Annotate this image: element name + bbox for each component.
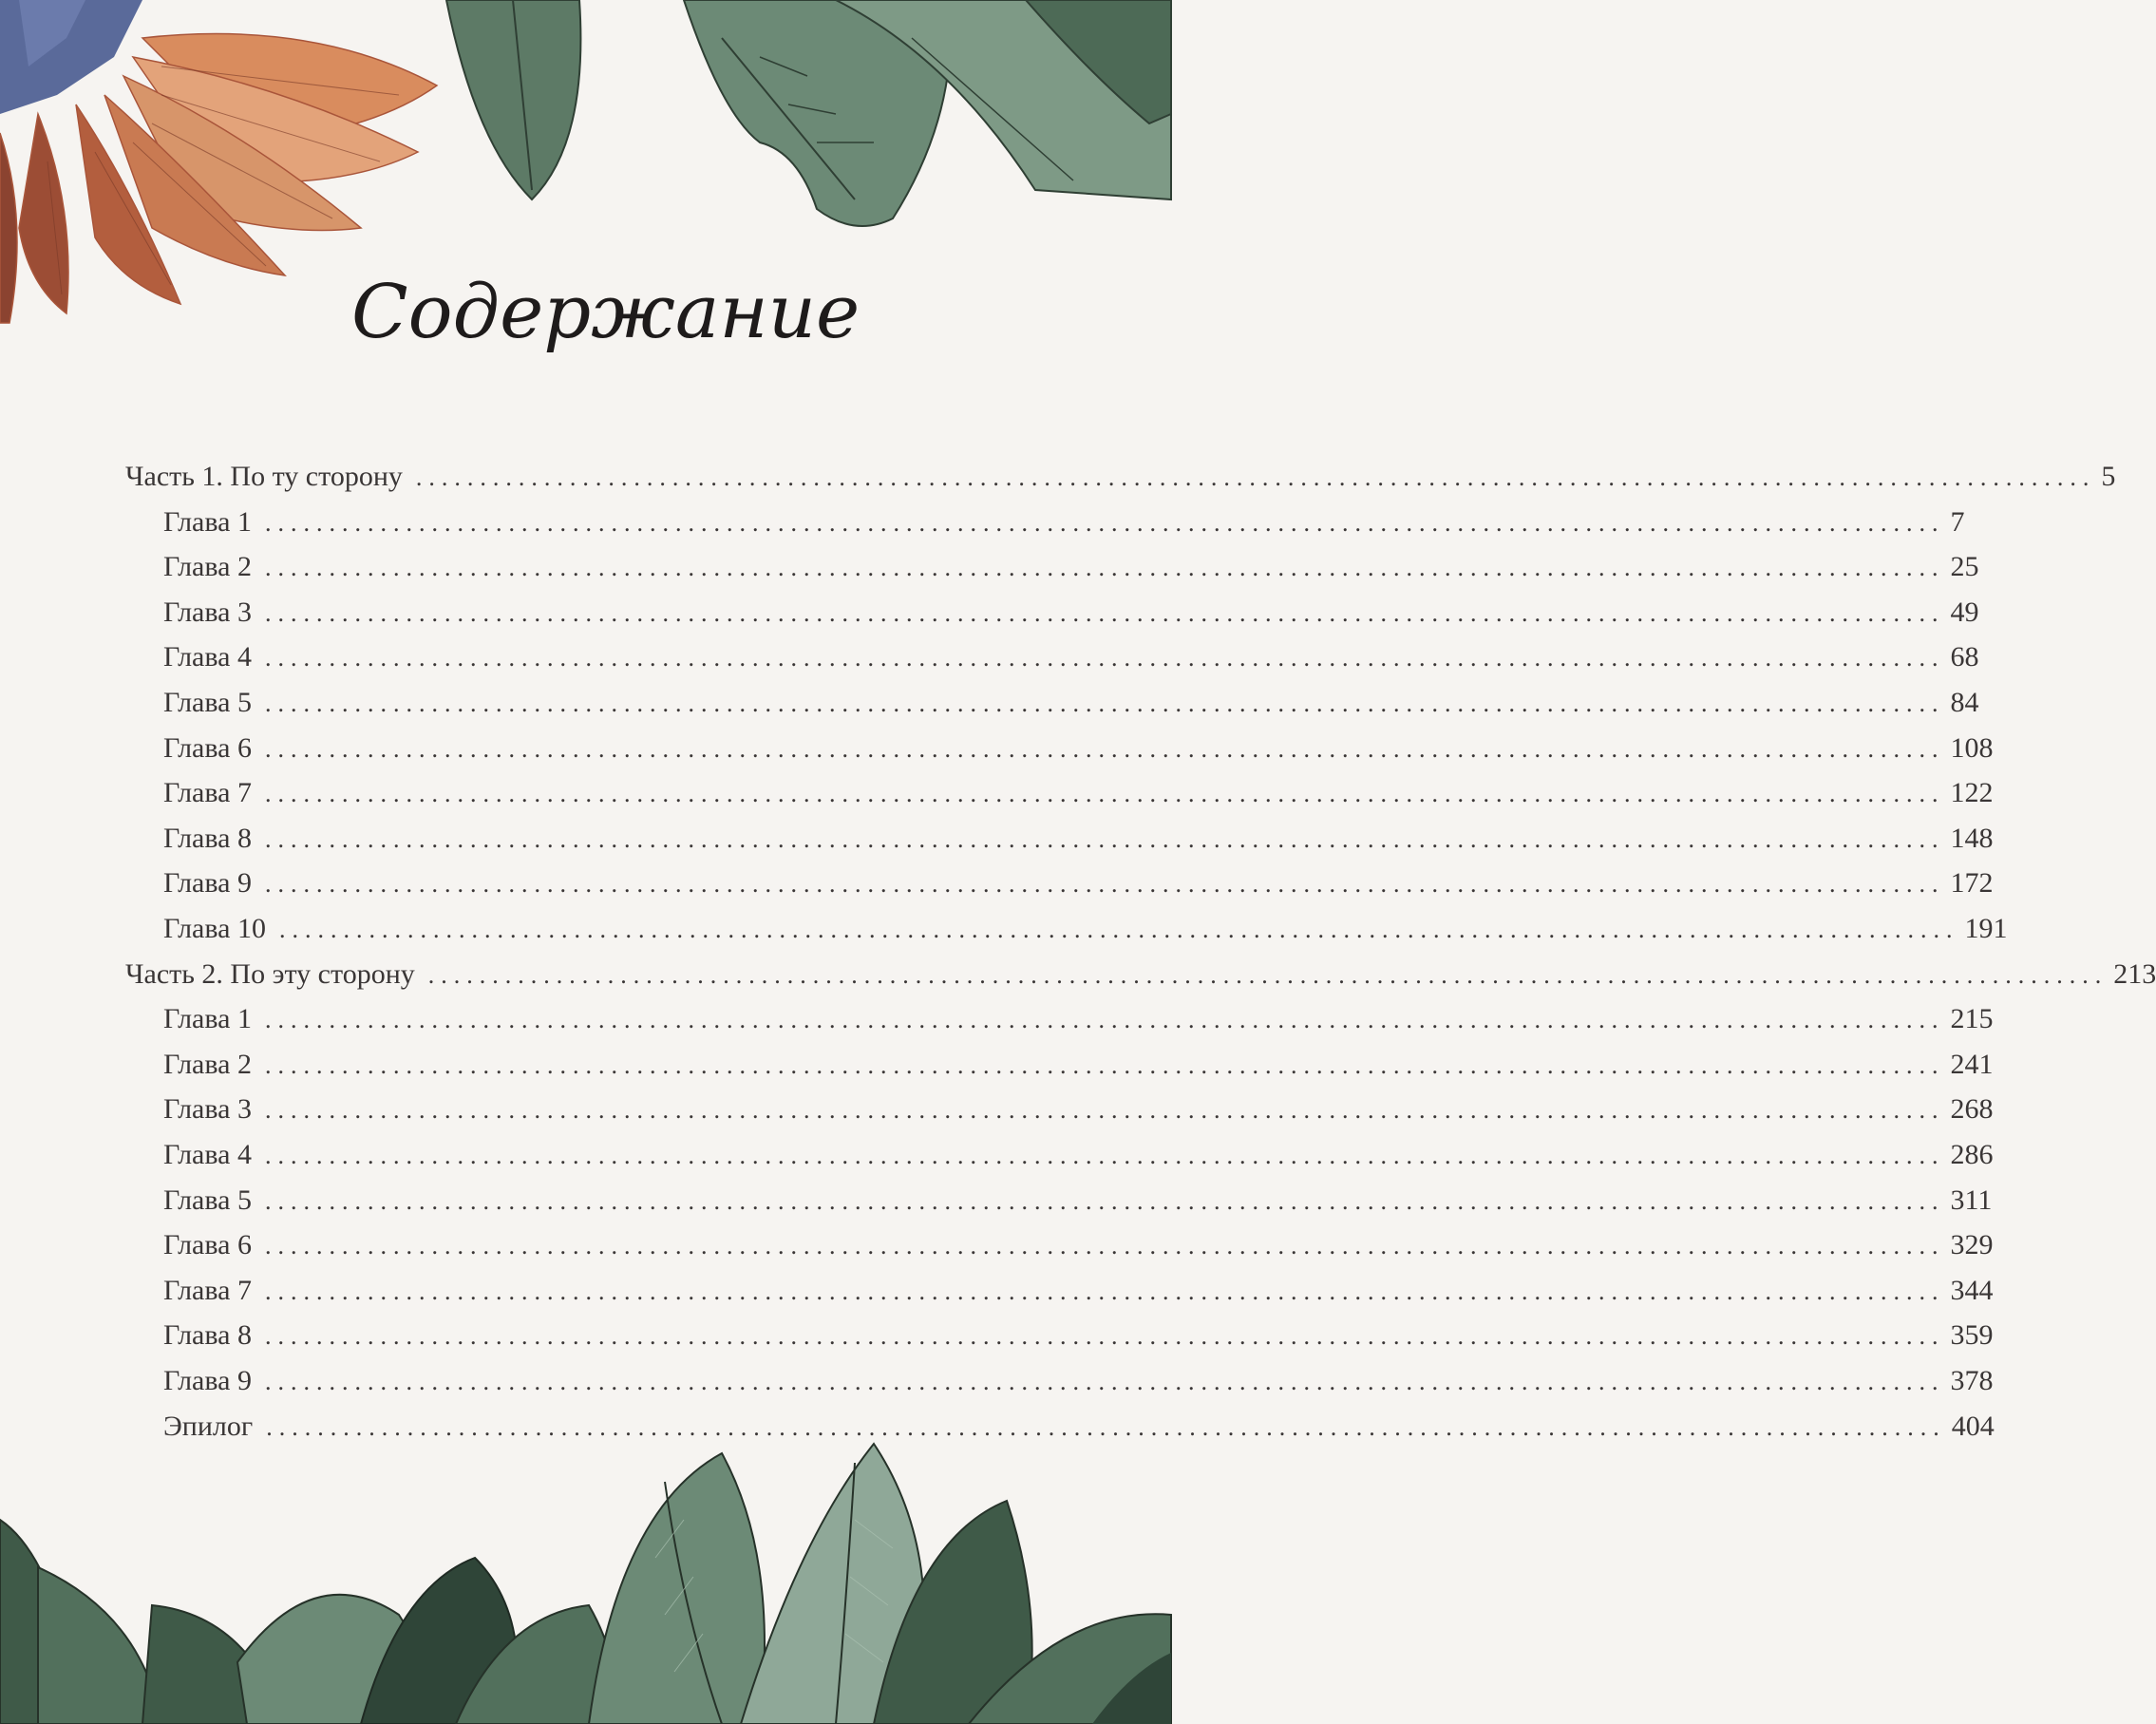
toc-dot-leader: ................................................................................................................................... <box>264 1006 1945 1033</box>
toc-chapter-entry <box>163 638 1979 676</box>
toc-dot-leader: ................................................................................................................................... <box>264 1368 1945 1395</box>
toc-page-number: 7 <box>1950 506 1965 538</box>
toc-dot-leader: ................................................................................................................................... <box>264 1322 1945 1350</box>
toc-chapter-entry <box>163 1182 1993 1220</box>
toc-entry-label: Глава 3 <box>163 597 252 628</box>
toc-entry-label: Глава 4 <box>163 1139 252 1170</box>
toc-page-number: 404 <box>1951 1411 1995 1442</box>
toc-page-number: 359 <box>1950 1319 1994 1351</box>
toc-chapter-entry <box>163 1000 1994 1038</box>
toc-dot-leader: ................................................................................................................................... <box>264 1051 1945 1079</box>
toc-chapter-entry <box>163 910 2008 948</box>
toc-dot-leader: ................................................................................................................................... <box>264 1232 1945 1260</box>
toc-dot-leader: ................................................................................................................................... <box>264 1096 1945 1124</box>
toc-chapter-entry <box>163 1317 1994 1355</box>
toc-chapter-entry <box>163 820 1994 858</box>
toc-entry-label: Глава 8 <box>163 823 252 854</box>
toc-dot-leader: ................................................................................................................................... <box>415 464 2096 491</box>
toc-chapter-entry <box>163 1408 1995 1446</box>
toc-chapter-entry <box>163 548 1979 586</box>
toc-entry-label: Глава 1 <box>163 506 252 538</box>
toc-chapter-entry <box>163 729 1994 767</box>
toc-dot-leader: ................................................................................................................................... <box>264 1142 1945 1169</box>
toc-entry-label: Глава 9 <box>163 1365 252 1396</box>
toc-entry-label: Глава 10 <box>163 913 266 944</box>
toc-dot-leader: ................................................................................................................................... <box>264 644 1945 672</box>
toc-page-number: 49 <box>1950 597 1979 628</box>
toc-page-number: 286 <box>1950 1139 1994 1170</box>
toc-page-number: 68 <box>1950 641 1979 673</box>
toc-page-number: 108 <box>1950 732 1994 764</box>
toc-page-number: 215 <box>1950 1003 1994 1034</box>
toc-entry-label: Глава 5 <box>163 1184 252 1216</box>
toc-entry-label: Глава 5 <box>163 687 252 718</box>
toc-chapter-entry <box>163 684 1979 722</box>
toc-entry-label: Глава 4 <box>163 641 252 673</box>
toc-dot-leader: ................................................................................................................................... <box>264 735 1945 763</box>
toc-page-number: 378 <box>1950 1365 1994 1396</box>
toc-chapter-entry <box>163 1272 1994 1310</box>
toc-dot-leader: ................................................................................................................................... <box>264 825 1945 853</box>
toc-chapter-entry <box>163 1136 1994 1174</box>
toc-dot-leader: ................................................................................................................................... <box>264 1187 1945 1215</box>
toc-page-number: 84 <box>1950 687 1979 718</box>
toc-page-number: 329 <box>1950 1229 1994 1260</box>
toc-page-number: 241 <box>1950 1049 1994 1080</box>
toc-page-number: 5 <box>2101 461 2116 492</box>
toc-dot-leader: ................................................................................................................................... <box>427 961 2109 989</box>
toc-page-number: 148 <box>1950 823 1994 854</box>
toc-entry-label: Часть 1. По ту сторону <box>125 461 403 492</box>
toc-entry-label: Глава 3 <box>163 1093 252 1125</box>
page-title-text: Содержание <box>351 270 861 355</box>
toc-dot-leader: ................................................................................................................................... <box>264 599 1945 627</box>
toc-chapter-entry <box>163 594 1979 632</box>
toc-chapter-entry <box>163 1226 1994 1264</box>
toc-dot-leader: ................................................................................................................................... <box>266 1413 1946 1441</box>
toc-part-entry <box>125 458 2116 496</box>
toc-chapter-entry <box>163 1046 1994 1084</box>
toc-chapter-entry <box>163 774 1994 812</box>
toc-chapter-entry <box>163 1362 1994 1400</box>
toc-chapter-entry <box>163 503 1965 541</box>
toc-entry-label: Глава 2 <box>163 1049 252 1080</box>
toc-dot-leader: ................................................................................................................................... <box>264 690 1945 717</box>
toc-entry-label: Глава 6 <box>163 732 252 764</box>
toc-dot-leader: ................................................................................................................................... <box>278 916 1959 943</box>
toc-dot-leader: ................................................................................................................................... <box>264 554 1945 581</box>
toc-page-number: 268 <box>1950 1093 1994 1125</box>
toc-entry-label: Эпилог <box>163 1411 254 1442</box>
toc-entry-label: Глава 2 <box>163 551 252 582</box>
toc-entry-label: Часть 2. По эту сторону <box>125 958 415 990</box>
toc-page-number: 311 <box>1950 1184 1993 1216</box>
toc-dot-leader: ................................................................................................................................... <box>264 870 1945 898</box>
toc-entry-label: Глава 9 <box>163 867 252 899</box>
toc-page-number: 191 <box>1964 913 2008 944</box>
toc-page-number: 172 <box>1950 867 1994 899</box>
toc-part-entry <box>125 956 2156 994</box>
toc-entry-label: Глава 6 <box>163 1229 252 1260</box>
toc-page-number: 122 <box>1950 777 1994 808</box>
toc-chapter-entry <box>163 864 1994 902</box>
toc-page-number: 213 <box>2113 958 2156 990</box>
toc-dot-leader: ................................................................................................................................... <box>264 780 1945 807</box>
toc-chapter-entry <box>163 1090 1994 1128</box>
toc-entry-label: Глава 7 <box>163 777 252 808</box>
toc-page-number: 25 <box>1950 551 1979 582</box>
toc-entry-label: Глава 7 <box>163 1275 252 1306</box>
toc-dot-leader: ................................................................................................................................... <box>264 1278 1945 1305</box>
toc-page-number: 344 <box>1950 1275 1994 1306</box>
toc-entry-label: Глава 1 <box>163 1003 252 1034</box>
toc-dot-leader: ................................................................................................................................... <box>264 509 1945 537</box>
toc-entry-label: Глава 8 <box>163 1319 252 1351</box>
